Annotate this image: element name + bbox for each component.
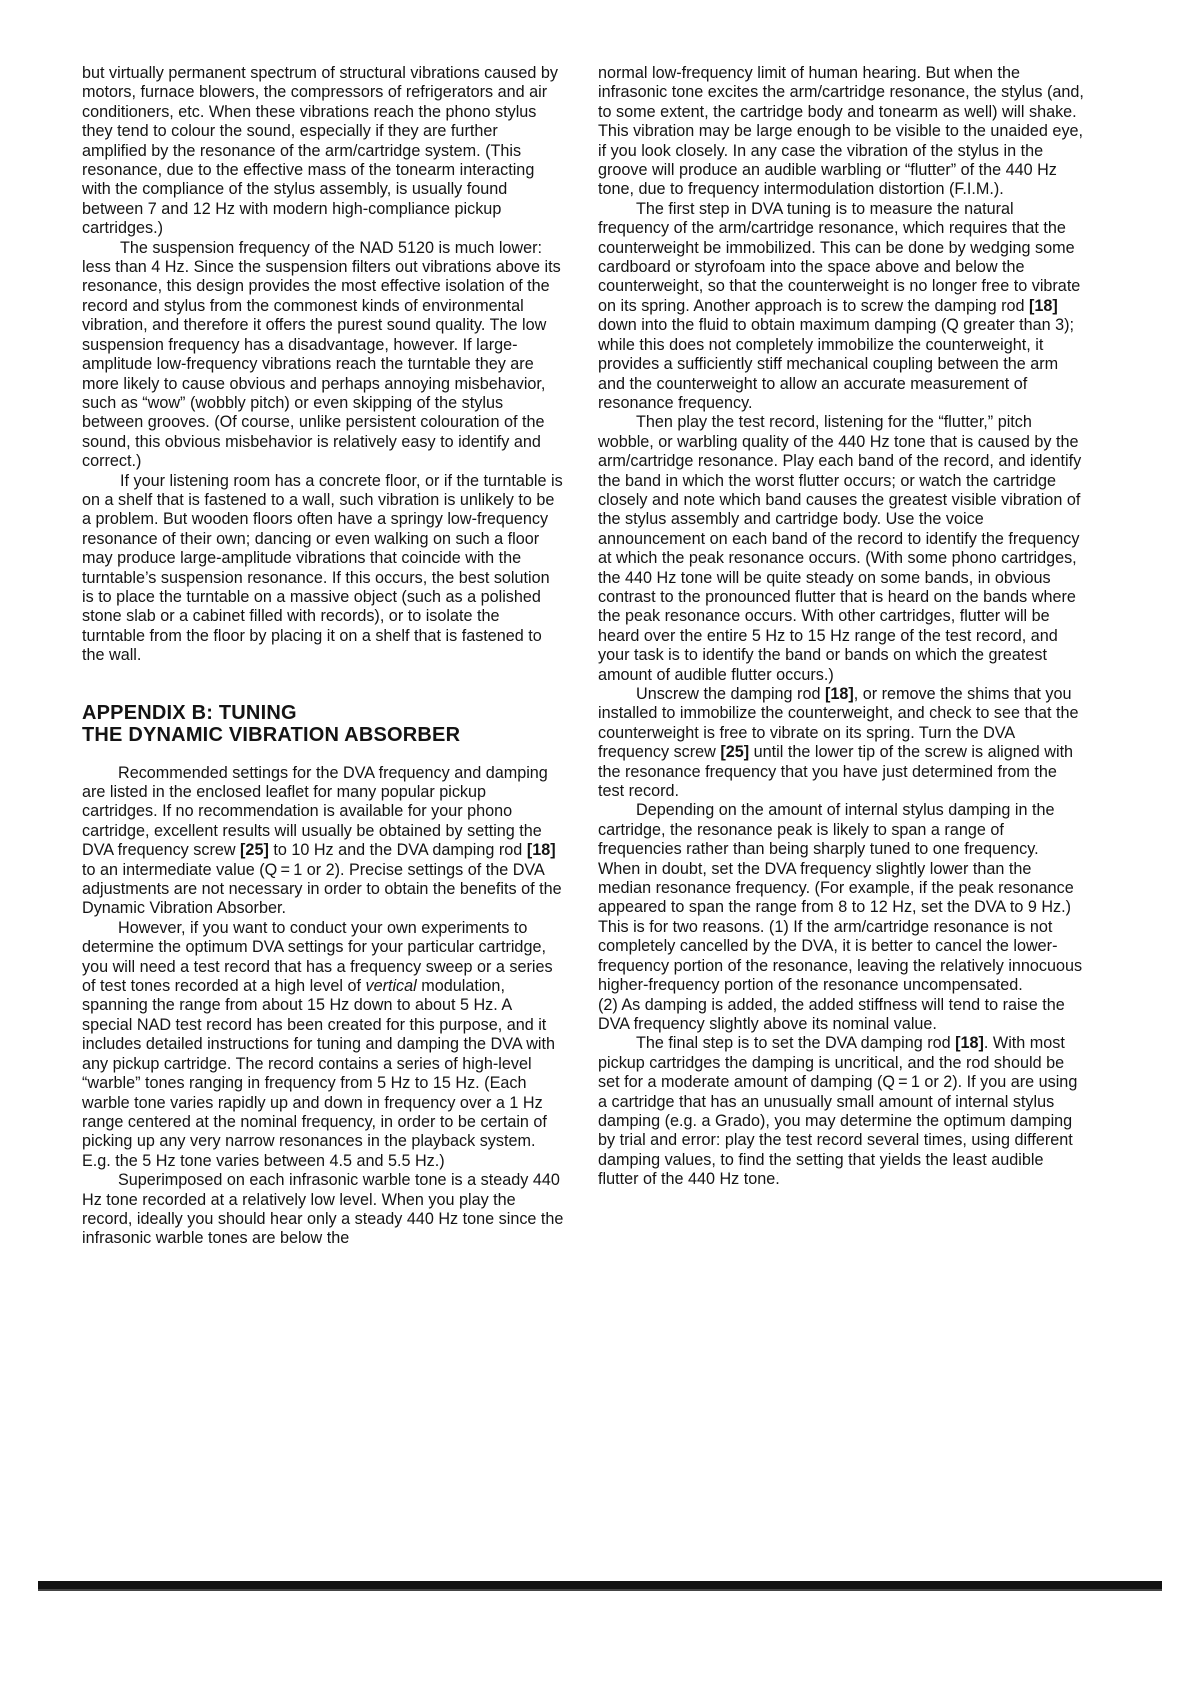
paragraph: The suspension frequency of the NAD 5120 is much lower: less than 4 Hz. Since the suspension filters out vibrations above its resonance, this design provides the most effective isolation of the record and stylus from the commonest kinds of environmental vibration, and therefore it offers the purest sound quality. The low suspension frequency has a disadvantage, however. If large-amplitude low-frequency vibrations reach the turntable they are more likely to cause obvious and perhaps annoying misbehavior, such as “wow” (wobbly pitch) or even skipping of the stylus between grooves. (Of course, unlike persistent colouration of the sound, this obvious misbehavior is relatively easy to identify and correct.) <box>82 238 561 471</box>
paragraph: However, if you want to conduct your own experiments to determine the optimum DVA settings for your particular cartridge, you will need a test record that has a frequency sweep or a series of test tones recorded at a high level of vertical modulation, spanning the range from about 15 Hz down to about 5 Hz. A special NAD test record has been created for this purpose, and it includes detailed instructions for tuning and damping the DVA with any pickup cartridge. The record contains a series of high-level “warble” tones ranging in frequency from 5 Hz to 15 Hz. (Each warble tone varies rapidly up and down in frequency over a 1 Hz range centered at the nominal frequency, in order to be certain of picking up any very narrow resonances in the playback system. E.g. the 5 Hz tone varies between 4.5 and 5.5 Hz.) <box>82 918 556 1170</box>
footer-rule-thin <box>38 1589 1162 1591</box>
part-reference: [18] <box>955 1034 984 1053</box>
part-reference: [25] <box>720 743 750 762</box>
paragraph: Superimposed on each infrasonic warble tone is a steady 440 Hz tone recorded at a relatively low level. When you play the record, ideally you should hear only a steady 440 Hz tone since the infrasonic warble tones are below the <box>82 1171 564 1248</box>
part-reference: [18] <box>526 841 556 860</box>
paragraph: Recommended settings for the DVA frequency and damping are listed in the enclosed leaflet for many popular pickup cartridges. If no recommendation is available for your phono cartridge, excellent results will usually be obtained by setting the DVA frequency screw [25] to 10 Hz and the DVA damping rod [18] to an intermediate value (Q = 1 or 2). Precise settings of the DVA adjustments are not necessary in order to obtain the benefits of the Dynamic Vibration Absorber. <box>82 763 562 918</box>
paragraph: (2) As damping is added, the added stiffness will tend to raise the DVA frequency slightly above its nominal value. <box>598 995 1065 1033</box>
left-column <box>82 64 565 1249</box>
paragraph: Depending on the amount of internal stylus damping in the cartridge, the resonance peak is likely to span a range of frequencies rather than being sharply tuned to one frequency. When in doubt, set the DVA frequency slightly lower than the median resonance frequency. (For example, if the peak resonance appeared to span the range from 8 to 12 Hz, set the DVA to 9 Hz.) This is for two reasons. (1) If the arm/cartridge resonance is not completely cancelled by the DVA, it is better to cancel the lower-frequency portion of the resonance, leaving the relatively innocuous higher-frequency portion of the resonance uncompensated. <box>598 801 1083 995</box>
part-reference: [18] <box>824 685 854 703</box>
paragraph: Then play the test record, listening for the “flutter,” pitch wobble, or warbling quality of the 440 Hz tone that is caused by the arm/cartridge resonance. Play each band of the record, and identify the band in which the worst flutter occurs; or watch the cartridge closely and note which band causes the greatest visible vibration of the stylus assembly and cartridge body. Use the voice announcement on each band of the record to identify the frequency at which the peak resonance occurs. (With some phono cartridges, the 440 Hz tone will be quite steady on some bands, in obvious contrast to the pronounced flutter that is heard on the bands where the peak resonance occurs. With other cartridges, flutter will be heard over the entire 5 Hz to 15 Hz range of the test record, and your task is to identify the band or bands on which the greatest amount of audible flutter occurs.) <box>598 413 1082 684</box>
appendix-heading-line1: APPENDIX B: TUNING <box>82 701 297 724</box>
paragraph: normal low-frequency limit of human hearing. But when the infrasonic tone excites the arm/cartridge resonance, the stylus (and, to some extent, the cartridge body and tonearm as well) will shake. This vibration may be large enough to be visible to the unaided eye, if you look closely. In any case the vibration of the stylus in the groove will produce an audible warbling or “flutter” of the 440 Hz tone, due to frequency intermodulation distortion (F.I.M.). <box>598 64 1084 199</box>
paragraph: Unscrew the damping rod [18], or remove the shims that you installed to immobilize the counterweight, and check to see that the counterweight is free to vibrate on its spring. Turn the DVA frequency screw [25] until the lower tip of the screw is aligned with the resonance frequency that you have just determined from the test record. <box>598 685 1079 801</box>
appendix-heading-line2: THE DYNAMIC VIBRATION ABSORBER <box>82 723 461 746</box>
part-reference: [18] <box>1029 296 1058 315</box>
right-column <box>598 64 1084 1190</box>
appendix-heading <box>82 702 565 746</box>
footer-rule <box>38 1581 1162 1589</box>
paragraph: The final step is to set the DVA damping rod [18]. With most pickup cartridges the damping is uncritical, and the rod should be set for a moderate amount of damping (Q = 1 or 2). If you are using a cartridge that has an unusually small amount of internal stylus damping (e.g. a Grado), you may determine the optimum damping by trial and error: play the test record several times, using different damping values, to find the setting that yields the least audible flutter of the 440 Hz tone. <box>598 1034 1078 1189</box>
part-reference: [25] <box>240 841 269 860</box>
paragraph: If your listening room has a concrete floor, or if the turntable is on a shelf that is fastened to a wall, such vibration is unlikely to be a problem. But wooden floors often have a springy low-frequency resonance of their own; dancing or even walking on such a floor may produce large-amplitude vibrations that coincide with the turntable’s suspension resonance. If this occurs, the best solution is to place the turntable on a massive object (such as a polished stone slab or a cabinet filled with records), or to isolate the turntable from the floor by placing it on a shelf that is fastened to the wall. <box>82 471 563 665</box>
emphasis: vertical <box>365 977 417 996</box>
paragraph: but virtually permanent spectrum of structural vibrations caused by motors, furnace blowers, the compressors of refrigerators and air conditioners, etc. When these vibrations reach the phono stylus they tend to colour the sound, especially if they are further amplified by the resonance of the arm/cartridge system. (This resonance, due to the effective mass of the tonearm interacting with the compliance of the stylus assembly, is usually found between 7 and 12 Hz with modern high-compliance pickup cartridges.) <box>82 64 558 238</box>
paragraph: The first step in DVA tuning is to measure the natural frequency of the arm/cartridge resonance, which requires that the counterweight be immobilized. This can be done by wedging some cardboard or styrofoam into the space above and below the counterweight, so that the counterweight is no longer free to vibrate on its spring. Another approach is to screw the damping rod [18] down into the fluid to obtain maximum damping (Q greater than 3); while this does not completely immobilize the counterweight, it provides a sufficiently stiff mechanical coupling between the arm and the counterweight to allow an accurate measurement of resonance frequency. <box>598 199 1081 412</box>
